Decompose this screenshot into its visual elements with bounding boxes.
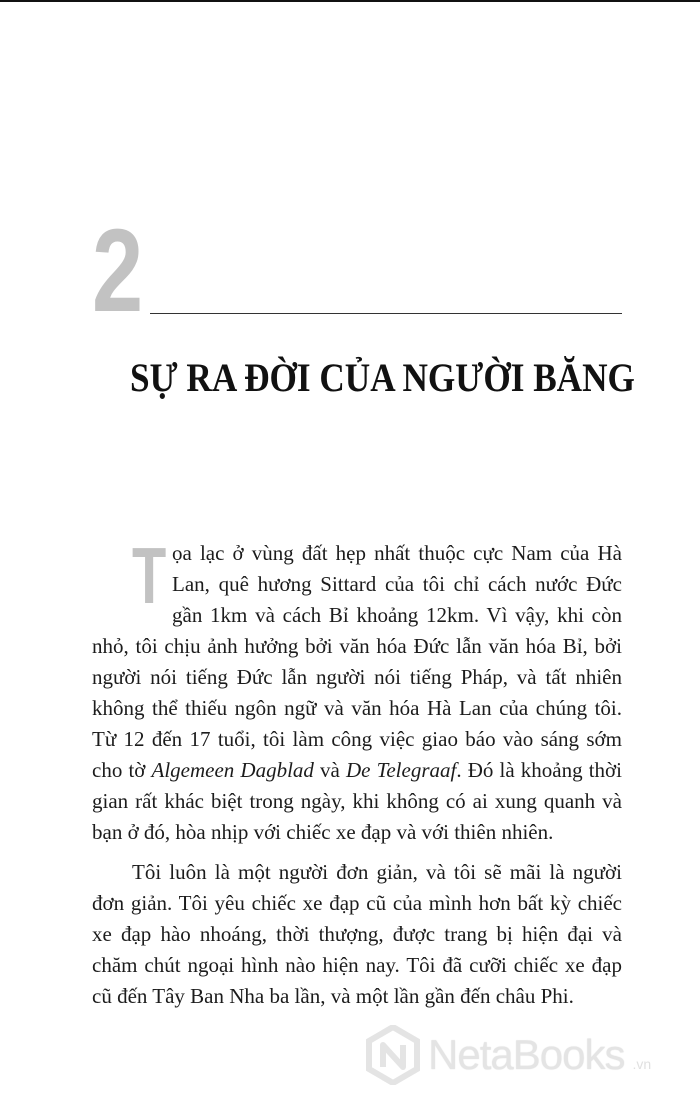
paragraph-1-text-c: . Đó là khoảng thời gian rất khác biệt trong ngày, khi không có ai xung quanh và bạn ở đó, hòa nhịp với chiếc xe đạp và với thiên nhiên. bbox=[92, 758, 622, 844]
newspaper-name-1: Algemeen Dagblad bbox=[151, 758, 314, 782]
drop-cap: T bbox=[132, 531, 167, 620]
watermark bbox=[366, 1020, 651, 1090]
paragraph-1-text-a: ọa lạc ở vùng đất hẹp nhất thuộc cực Nam của Hà Lan, quê hương Sittard của tôi chỉ cách nước Đức gần 1km và cách Bỉ khoảng 12km. Vì vậy, khi còn nhỏ, tôi chịu ảnh hưởng bởi văn hóa Đức lẫn văn hóa Bỉ, bởi người nói tiếng Đức lẫn người nói tiếng Pháp, và tất nhiên không thể thiếu ngôn ngữ và văn hóa Hà Lan của chúng tôi. Từ 12 đến 17 tuổi, tôi làm công việc giao báo vào sáng sớm cho tờ bbox=[92, 541, 622, 782]
top-border-rule bbox=[0, 0, 700, 2]
netabooks-logo-icon bbox=[366, 1025, 420, 1085]
body-text bbox=[92, 531, 622, 1012]
paragraph-1-text-b: và bbox=[313, 758, 346, 782]
paragraph-2: Tôi luôn là một người đơn giản, và tôi sẽ mãi là người đơn giản. Tôi yêu chiếc xe đạp cũ của mình hơn bất kỳ chiếc xe đạp hào nhoáng, thời thượng, được trang bị hiện đại và chăm chút ngoại hình nào hiện nay. Tôi đã cưỡi chiếc xe đạp cũ đến Tây Ban Nha ba lần, và một lần gần đến châu Phi. bbox=[92, 860, 622, 1008]
watermark-brand: NetaBooks bbox=[428, 1031, 625, 1078]
chapter-number: 2 bbox=[92, 205, 144, 337]
paragraph-1 bbox=[92, 531, 622, 848]
newspaper-name-2: De Telegraaf bbox=[346, 758, 457, 782]
chapter-divider bbox=[150, 313, 622, 314]
watermark-suffix: .vn bbox=[632, 1056, 652, 1072]
chapter-title: SỰ RA ĐỜI CỦA NGƯỜI BĂNG bbox=[130, 355, 635, 400]
